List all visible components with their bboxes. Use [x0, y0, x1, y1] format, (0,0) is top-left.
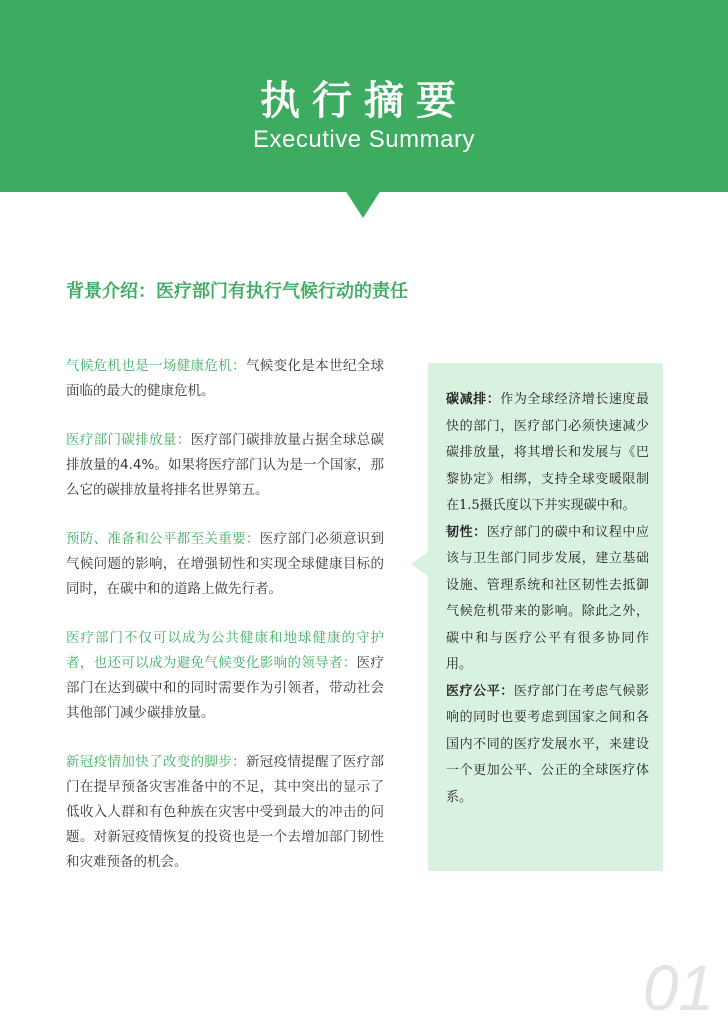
paragraph-body: 医疗部门必须意识到气候问题的影响，在增强韧性和实现全球健康目标的同时，在碳中和的道路上做先行者。 [66, 531, 385, 597]
paragraph-body: 新冠疫情提醒了医疗部门在提早预备灾害准备中的不足，其中突出的显示了低收入人群和有色种族在灾害中受到最大的冲击的问题。对新冠疫情恢复的投资也是一个去增加部门韧性和灾难预备的机会。 [66, 754, 385, 870]
sidebar-box [428, 363, 663, 871]
paragraph-body: 医疗部门在达到碳中和的同时需要作为引领者，带动社会其他部门减少碳排放量。 [66, 655, 385, 721]
sidebar-item-text: 医疗部门在考虑气候影响的同时也要考虑到国家之间和各国内不同的医疗发展水平，来建设一个更加公平、公正的全球医疗体系。 [446, 683, 649, 805]
sidebar-item-label: 碳减排： [446, 392, 501, 407]
sidebar-item [446, 520, 649, 679]
page-title: 执行摘要 [260, 78, 468, 124]
page-subtitle: Executive Summary [253, 126, 475, 153]
summary-paragraph [66, 428, 384, 503]
page-number: 01 [642, 952, 714, 1024]
paragraph-body: 医疗部门碳排放量占据全球总碳排放量的4.4%。如果将医疗部门认为是一个国家，那么它的碳排放量将排名世界第五。 [66, 432, 385, 498]
sidebar-item [446, 387, 649, 520]
paragraph-body: 气候变化是本世纪全球面临的最大的健康危机。 [66, 358, 385, 399]
summary-paragraph [66, 626, 384, 726]
paragraph-lead: 医疗部门不仅可以成为公共健康和地球健康的守护者，也还可以成为避免气候变化影响的领导者： [66, 630, 384, 671]
summary-column [66, 354, 384, 899]
banner-arrow [345, 190, 381, 218]
paragraph-lead: 预防、准备和公平都至关重要： [66, 531, 260, 547]
summary-paragraph [66, 354, 384, 404]
sidebar-item-text: 作为全球经济增长速度最快的部门，医疗部门必须快速减少碳排放量，将其增长和发展与《巴黎协定》相绑，支持全球变暖限制在1.5摄氏度以下并实现碳中和。 [446, 392, 649, 513]
section-heading: 背景介绍：医疗部门有执行气候行动的责任 [66, 281, 408, 302]
sidebar-item-text: 医疗部门的碳中和议程中应该与卫生部门同步发展，建立基础设施、管理系统和社区韧性去抵御气候危机带来的影响。除此之外，碳中和与医疗公平有很多协同作用。 [446, 524, 649, 672]
sidebar-item [446, 679, 649, 812]
summary-paragraph [66, 527, 384, 602]
sidebar-item-label: 韧性： [446, 524, 487, 540]
summary-paragraph [66, 750, 384, 875]
sidebar-pointer [411, 552, 428, 576]
paragraph-lead: 气候危机也是一场健康危机： [66, 358, 246, 374]
paragraph-lead: 医疗部门碳排放量： [66, 432, 191, 448]
sidebar-item-label: 医疗公平： [446, 683, 514, 699]
header-banner [0, 0, 728, 192]
paragraph-lead: 新冠疫情加快了改变的脚步： [66, 754, 246, 770]
